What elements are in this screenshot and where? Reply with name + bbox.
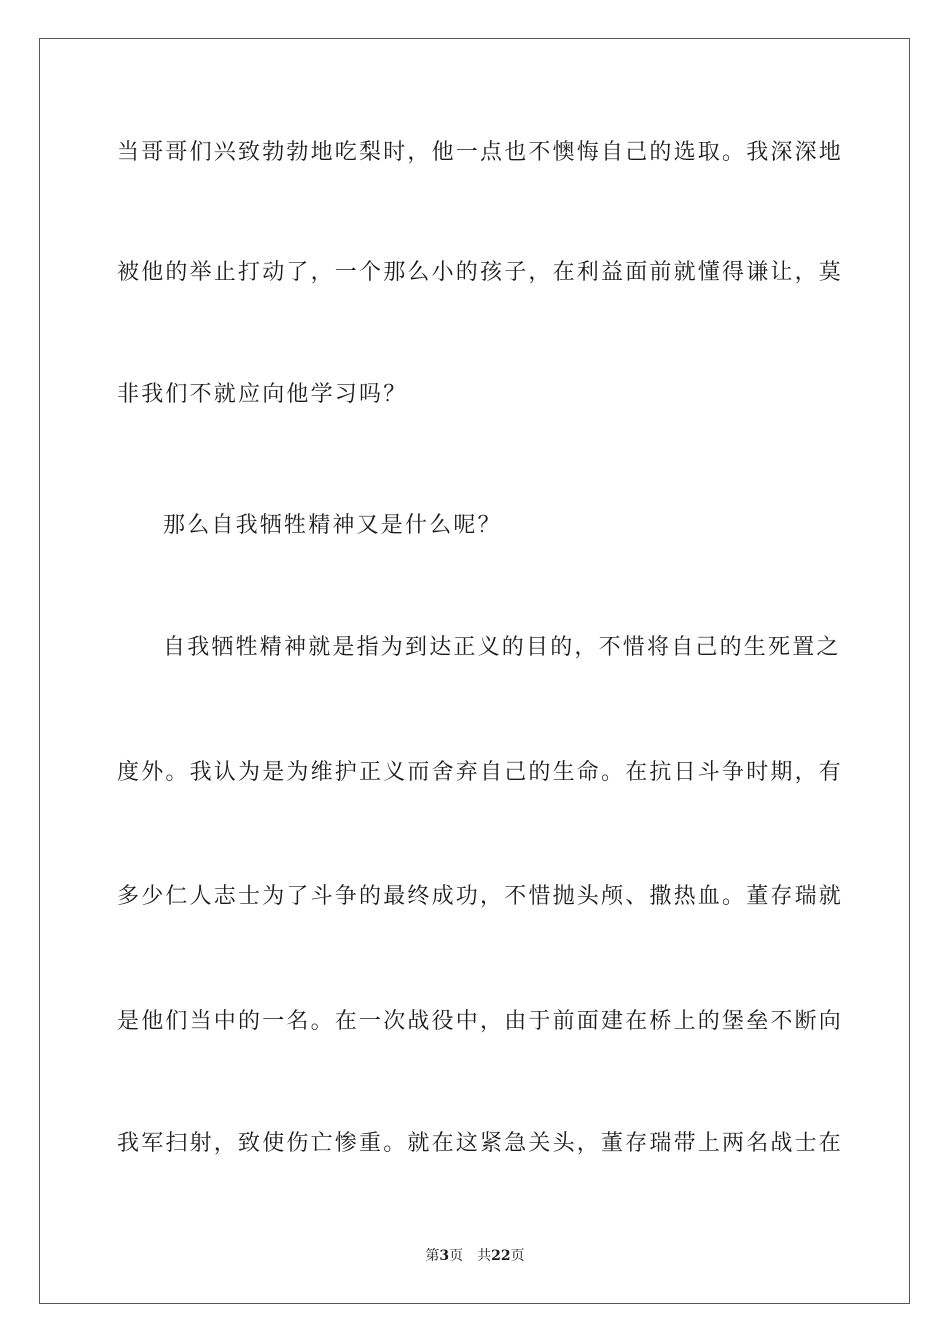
body-line-6: 度外。我认为是为维护正义而舍弃自己的生命。在抗日斗争时期，有 [117,760,844,785]
page-number: 3 [439,1248,450,1264]
body-line-3: 非我们不就应向他学习吗？ [117,382,408,407]
total-pages: 22 [491,1248,511,1264]
page-prefix: 第 [425,1248,440,1264]
body-line-4: 那么自我牺牲精神又是什么呢？ [163,513,502,538]
total-suffix: 页 [510,1248,525,1264]
page-footer [0,1247,950,1265]
body-line-9: 我军扫射，致使伤亡惨重。就在这紧急关头，董存瑞带上两名战士在 [117,1131,844,1156]
body-line-1: 当哥哥们兴致勃勃地吃梨时，他一点也不懊悔自己的选取。我深深地 [117,140,844,165]
body-line-5: 自我牺牲精神就是指为到达正义的目的，不惜将自己的生死置之 [163,635,841,660]
total-prefix: 共 [477,1248,492,1264]
page-suffix: 页 [449,1248,464,1264]
body-line-2: 被他的举止打动了，一个那么小的孩子，在利益面前就懂得谦让，莫 [117,260,844,285]
page-frame [39,38,910,1304]
body-line-7: 多少仁人志士为了斗争的最终成功，不惜抛头颅、撒热血。董存瑞就 [117,884,844,909]
body-line-8: 是他们当中的一名。在一次战役中，由于前面建在桥上的堡垒不断向 [117,1009,844,1034]
